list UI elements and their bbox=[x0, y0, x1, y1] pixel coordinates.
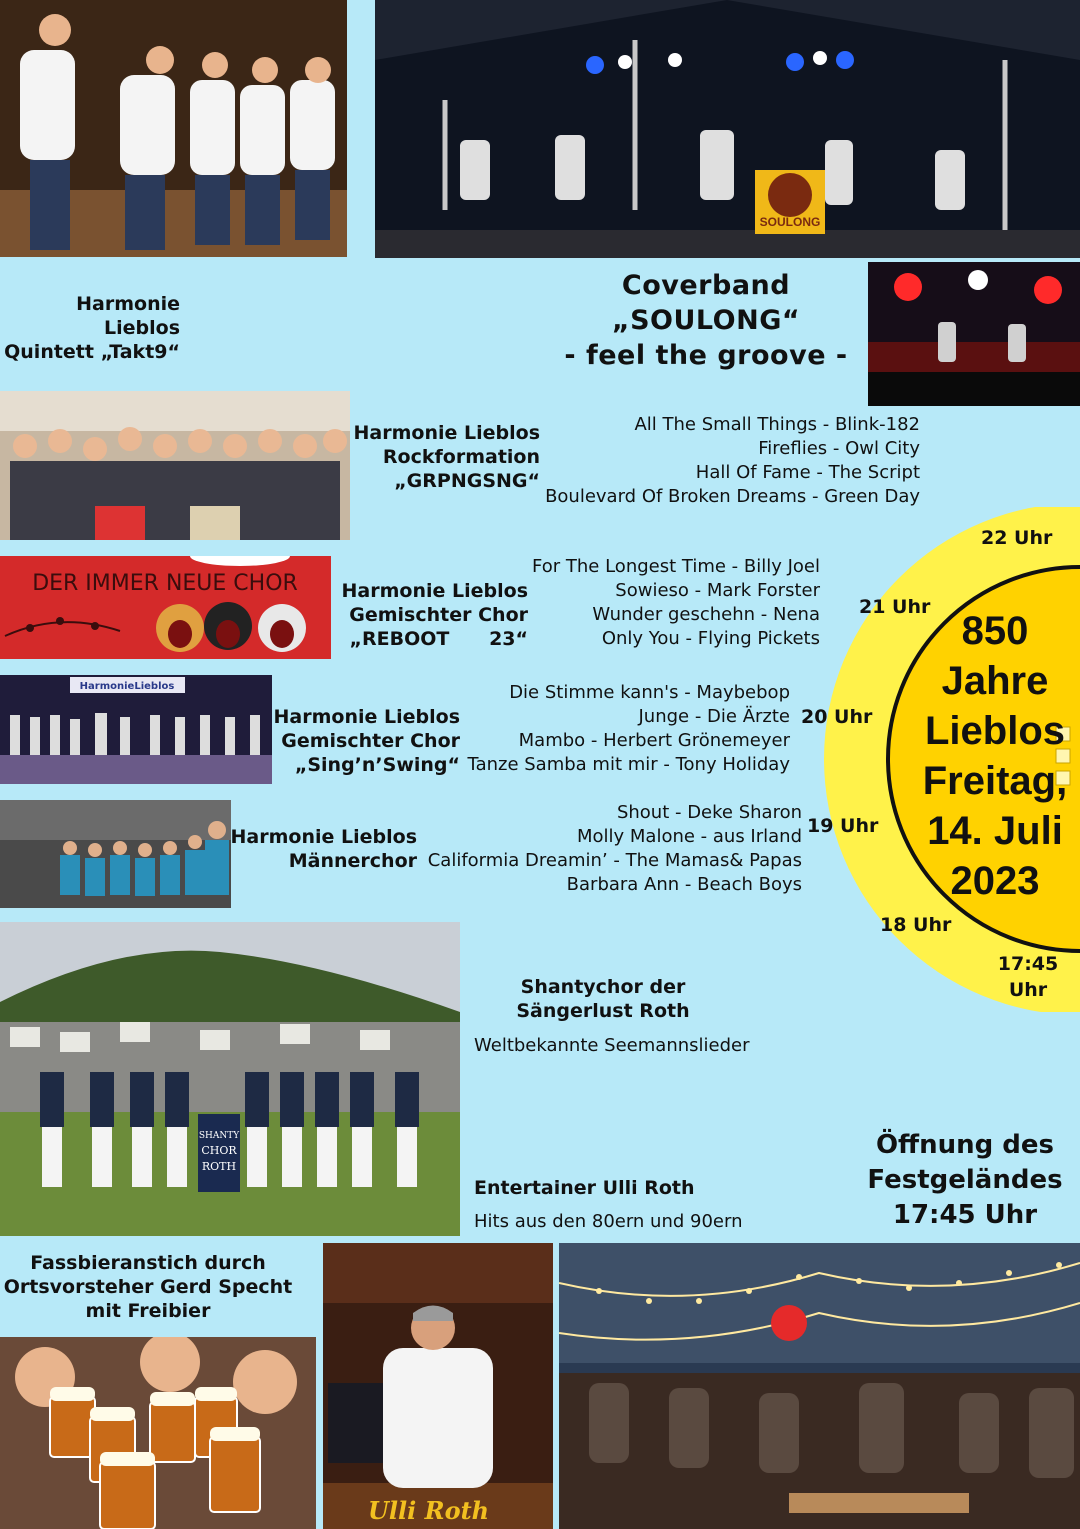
fassbier-line2: Ortsvorsteher Gerd Specht bbox=[3, 1276, 293, 1298]
jubilee-year: 2023 bbox=[950, 859, 1040, 903]
takt9-line1: Harmonie bbox=[76, 293, 180, 315]
soulong-live-photo bbox=[868, 262, 1080, 406]
shanty-sign-line1: SHANTY bbox=[198, 1131, 240, 1141]
hour-1745 bbox=[990, 951, 1066, 1003]
reboot-banner bbox=[0, 556, 331, 659]
singnswing-line1: Harmonie Lieblos bbox=[273, 706, 460, 728]
shanty-line1: Shantychor der bbox=[520, 976, 686, 998]
setlist-item: Boulevard Of Broken Dreams - Green Day bbox=[545, 486, 920, 507]
takt9-line2: Lieblos bbox=[104, 317, 180, 339]
reboot-label bbox=[330, 579, 528, 651]
singnswing-line2: Gemischter Chor bbox=[281, 730, 460, 752]
opening-line1: Öffnung des bbox=[875, 1130, 1055, 1160]
jubilee-number: 850 bbox=[961, 609, 1029, 653]
soulong-title: Coverband bbox=[621, 270, 791, 301]
grpngsng-photo bbox=[0, 391, 350, 540]
beer-mugs-photo bbox=[0, 1337, 316, 1529]
singnswing-photo bbox=[0, 675, 272, 784]
shanty-description: Weltbekannte Seemannslieder bbox=[474, 1035, 750, 1056]
takt9-photo bbox=[0, 0, 347, 257]
setlist-item: Hall Of Fame - The Script bbox=[695, 462, 920, 483]
entertainer-title: Entertainer Ulli Roth bbox=[474, 1177, 695, 1199]
soulong-stage-photo bbox=[375, 0, 1080, 258]
fassbier-line3: mit Freibier bbox=[85, 1300, 211, 1322]
maennerchor-photo bbox=[0, 800, 231, 908]
hour-1745-time: 17:45 bbox=[997, 953, 1059, 975]
shanty-label bbox=[490, 975, 716, 1023]
setlist-item: Shout - Deke Sharon bbox=[616, 802, 802, 823]
jubilee-day: 14. Juli bbox=[927, 809, 1063, 853]
setlist-item: Tanze Samba mit mir - Tony Holiday bbox=[467, 754, 790, 775]
grpngsng-setlist bbox=[540, 413, 920, 509]
grpngsng-line2: Rockformation bbox=[382, 446, 540, 468]
hour-1745-unit: Uhr bbox=[1008, 979, 1048, 1001]
maennerchor-label bbox=[230, 825, 417, 873]
hour-19: 19 Uhr bbox=[807, 815, 879, 837]
shanty-sign-line2: CHOR bbox=[201, 1144, 237, 1157]
ulli-roth-photo bbox=[323, 1243, 553, 1529]
shanty-sign-line3: ROTH bbox=[201, 1160, 237, 1173]
hour-22: 22 Uhr bbox=[981, 527, 1053, 549]
singnswing-line3: „Sing’n’Swing“ bbox=[294, 754, 460, 776]
soulong-name: „SOULONG“ bbox=[611, 305, 801, 336]
setlist-item: Wunder geschehn - Nena bbox=[592, 604, 820, 625]
setlist-item: For The Longest Time - Billy Joel bbox=[532, 556, 820, 577]
hour-18: 18 Uhr bbox=[880, 914, 952, 936]
reboot-line2: Gemischter Chor bbox=[349, 604, 528, 626]
soulong-heading bbox=[560, 268, 852, 373]
soulong-slogan: - feel the groove - bbox=[564, 340, 848, 371]
maennerchor-line2: Männerchor bbox=[288, 850, 417, 872]
jubilee-weekday: Freitag, bbox=[922, 759, 1068, 803]
setlist-item: Only You - Flying Pickets bbox=[601, 628, 820, 649]
jubilee-place: Lieblos bbox=[924, 709, 1066, 753]
setlist-item: Molly Malone - aus Irland bbox=[576, 826, 802, 847]
opening-line3: 17:45 Uhr bbox=[892, 1200, 1038, 1230]
shanty-line2: Sängerlust Roth bbox=[516, 1000, 690, 1022]
setlist-item: Mambo - Herbert Grönemeyer bbox=[518, 730, 790, 751]
maennerchor-line1: Harmonie Lieblos bbox=[230, 826, 417, 848]
reboot-line3: „REBOOT 23“ bbox=[349, 628, 528, 650]
jubilee-jahre: Jahre bbox=[941, 659, 1049, 703]
jubilee-date bbox=[900, 606, 1080, 906]
hour-21: 21 Uhr bbox=[859, 596, 931, 618]
setlist-item: Califormia Dreamin’ - The Mamas& Papas bbox=[427, 850, 802, 871]
grpngsng-line1: Harmonie Lieblos bbox=[353, 422, 540, 444]
shanty-photo bbox=[0, 922, 460, 1236]
opening-notice bbox=[850, 1128, 1080, 1233]
grpngsng-label bbox=[340, 421, 540, 493]
reboot-banner-text: DER IMMER NEUE CHOR bbox=[32, 571, 298, 596]
singnswing-label bbox=[262, 705, 460, 777]
setlist-item: Junge - Die Ärzte bbox=[638, 706, 790, 727]
setlist-item: All The Small Things - Blink-182 bbox=[634, 414, 920, 435]
entertainer-description: Hits aus den 80ern und 90ern bbox=[474, 1211, 743, 1232]
takt9-label bbox=[0, 292, 180, 364]
reboot-line1: Harmonie Lieblos bbox=[341, 580, 528, 602]
reboot-setlist bbox=[520, 555, 820, 651]
takt9-line3: Quintett „Takt9“ bbox=[4, 341, 180, 363]
ulli-signature: Ulli Roth bbox=[368, 1496, 490, 1525]
grpngsng-line3: „GRPNGSNG“ bbox=[394, 470, 540, 492]
maennerchor-setlist bbox=[420, 801, 802, 897]
soulong-logo-text: SOULONG bbox=[759, 215, 821, 229]
singnswing-setlist bbox=[460, 681, 790, 777]
setlist-item: Fireflies - Owl City bbox=[758, 438, 920, 459]
singnswing-banner-text: HarmonieLieblos bbox=[79, 681, 175, 692]
setlist-item: Barbara Ann - Beach Boys bbox=[566, 874, 802, 895]
fassbier-label bbox=[0, 1251, 296, 1323]
opening-line2: Festgeländes bbox=[867, 1165, 1063, 1195]
fassbier-line1: Fassbieranstich durch bbox=[30, 1252, 266, 1274]
hour-20: 20 Uhr bbox=[801, 706, 873, 728]
setlist-item: Sowieso - Mark Forster bbox=[615, 580, 820, 601]
setlist-item: Die Stimme kann's - Maybebop bbox=[509, 682, 790, 703]
festival-crowd-photo bbox=[559, 1243, 1080, 1529]
